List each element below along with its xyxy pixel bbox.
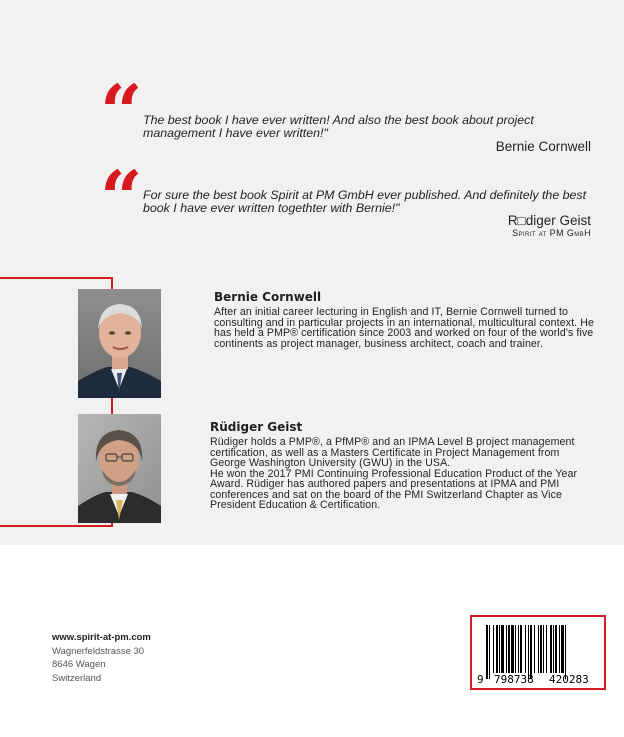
barcode-bar <box>493 625 494 673</box>
barcode-bar <box>546 625 547 673</box>
publisher-address <box>52 631 151 685</box>
barcode-bar <box>555 625 557 673</box>
bernie-cornwell-photo <box>78 289 161 398</box>
address-city: 8646 Wagen <box>52 659 106 670</box>
barcode-bar <box>565 625 566 679</box>
bio-name-rudiger: Rüdiger Geist <box>210 420 303 434</box>
barcode-bar <box>540 625 542 673</box>
portrait-image <box>78 414 161 523</box>
bio-text-rudiger <box>210 437 595 511</box>
address-street: Wagnerfeldstrasse 30 <box>52 645 145 657</box>
barcode-bar <box>501 625 504 673</box>
barcode-bar <box>528 625 529 679</box>
bio-text-bernie <box>214 307 597 349</box>
barcode-bar <box>518 625 519 673</box>
barcode-bar <box>525 625 526 673</box>
barcode-first-digit: 9 <box>477 673 484 686</box>
barcode-bar <box>520 625 522 673</box>
barcode-bar <box>499 625 500 673</box>
quote-author-1: Bernie Cornwell <box>495 139 591 154</box>
rudiger-geist-photo <box>78 414 161 523</box>
quote-mark-icon: “ <box>100 70 135 156</box>
barcode-bar <box>534 625 535 673</box>
quote-mark-icon: “ <box>100 156 135 242</box>
quote-text-2: For sure the best book Spirit at PM GmbH ever published. And definitely the best book I have ever written togethter with Bernie!" <box>143 188 587 215</box>
barcode-bar <box>559 625 560 673</box>
barcode-bar <box>543 625 544 673</box>
bio-paragraph: Rüdiger holds a PMP®, a PfMP® and an IPMA Level B project management certification, as well as a Masters Certificate in Project Management from George Washington University (GWU) in the USA. <box>210 436 575 469</box>
bio-name-bernie: Bernie Cornwell <box>214 290 322 304</box>
website-link[interactable]: www.spirit-at-pm.com <box>52 632 151 643</box>
barcode-group-1: 798738 <box>494 673 534 686</box>
barcode-bar <box>530 625 532 679</box>
barcode-bar <box>561 625 564 673</box>
barcode-group-2: 420283 <box>549 673 589 686</box>
barcode-bar <box>553 625 554 673</box>
barcode-bar <box>496 625 498 673</box>
barcode-bar <box>515 625 516 673</box>
portrait-image <box>78 289 161 398</box>
barcode-bar <box>489 625 490 679</box>
quote-author-2: R□diger Geist <box>507 213 591 228</box>
bio-paragraph: After an initial career lecturing in English and IT, Bernie Cornwell turned to consulting and in particular projects in an international, multicultural context. He has held a PMP® certification since 2003 and worked on four of the world's five continents as project manager, business architect, coach and trainer. <box>214 306 594 350</box>
barcode-bar <box>538 625 539 673</box>
bio-paragraph: He won the 2017 PMI Continuing Professional Education Product of the Year Award. Rüdiger has authored papers and presentations at IPMA and PMI conferences and sat on the board of the PMI Switzerland Chapter as Vice President Education & Certification. <box>210 467 578 511</box>
barcode-bar <box>506 625 507 673</box>
barcode-bar <box>486 625 488 679</box>
address-country: Switzerland <box>52 672 102 684</box>
barcode-bar <box>511 625 514 673</box>
barcode-bar <box>508 625 510 673</box>
quote-company-2: Spirit at PM GmbH <box>512 228 591 238</box>
isbn-barcode <box>470 615 606 690</box>
barcode-bar <box>550 625 552 673</box>
barcode-icon <box>472 617 604 688</box>
quote-text-1: The best book I have ever written! And also the best book about project management I have ever written!" <box>143 113 534 140</box>
